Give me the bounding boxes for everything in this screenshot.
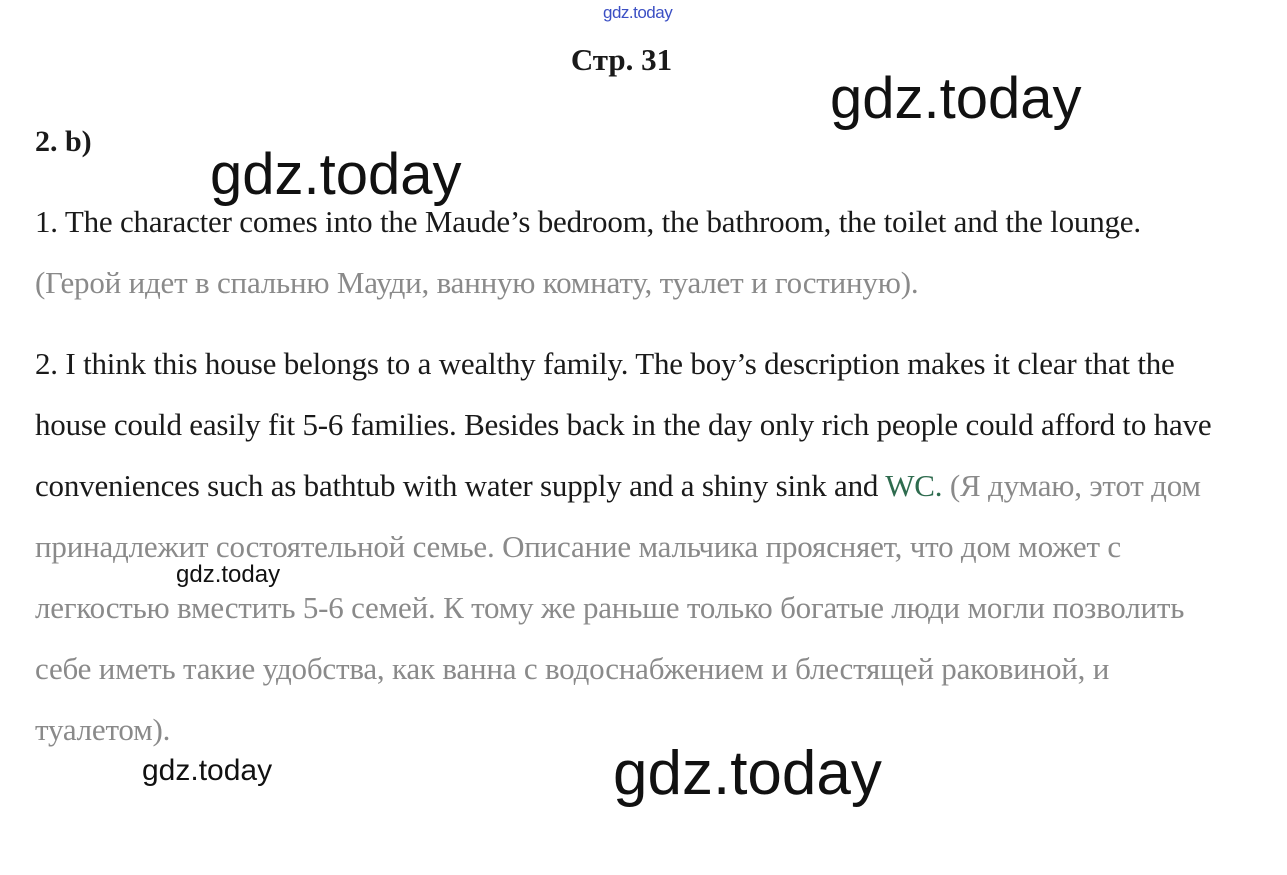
watermark-top: gdz.today <box>603 3 673 22</box>
answer-1-english: 1. The character comes into the Maude’s bedroom, the bathroom, the toilet and the lounge. <box>35 204 1141 239</box>
exercise-label: 2. b) <box>35 125 92 158</box>
answer-1-russian: (Герой идет в спальню Мауди, ванную комнату, туалет и гостиную). <box>35 265 919 300</box>
watermark-small-middle: gdz.today <box>176 561 281 588</box>
answer-paragraph-1 <box>35 191 1225 313</box>
answer-2-english: 2. I think this house belongs to a wealthy family. The boy’s description makes it clear that the house could easily fit 5-6 families. Besides back in the day only rich people could afford to have conveniences such as bathtub with water supply and a shiny sink and <box>35 346 1212 503</box>
watermark-large-right: gdz.today <box>830 66 1082 131</box>
answer-paragraph-2 <box>35 333 1225 760</box>
watermark-small-bottom: gdz.today <box>142 754 273 787</box>
answer-2-russian: (Я думаю, этот дом принадлежит состоятельной семье. Описание мальчика проясняет, что дом может с легкостью вместить 5-6 семей. К тому же раньше только богатые люди могли позволить себе иметь такие удобства, как ванна с водоснабжением и блестящей раковиной, и туалетом). <box>35 468 1201 747</box>
answer-2-wc: WC. <box>885 468 943 503</box>
page-number-heading: Стр. 31 <box>570 42 673 77</box>
watermark-large-left: gdz.today <box>210 142 462 207</box>
watermark-large-bottom: gdz.today <box>613 739 882 808</box>
